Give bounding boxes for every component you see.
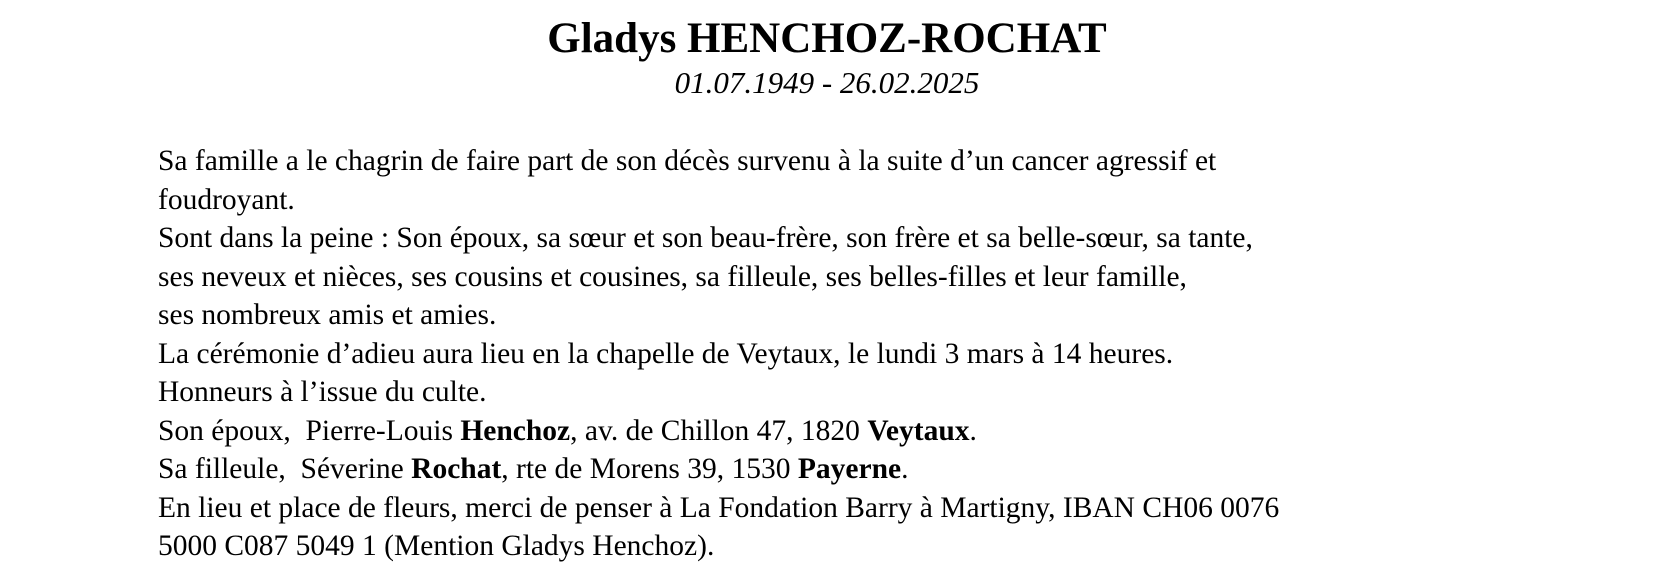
spouse-city: Veytaux bbox=[867, 414, 970, 447]
mourners-line: ses neveux et nièces, ses cousins et cousines, sa filleule, ses belles-filles et leur famille, bbox=[158, 260, 1187, 293]
life-dates: 01.07.1949 - 26.02.2025 bbox=[674, 65, 980, 100]
ceremony-line: La cérémonie d’adieu aura lieu en la chapelle de Veytaux, le lundi 3 mars à 14 heures. bbox=[158, 337, 1174, 370]
announcement-line: Sa famille a le chagrin de faire part de son décès survenu à la suite d’un cancer agressif et bbox=[158, 145, 1217, 177]
spouse-prefix: Son époux, Pierre-Louis bbox=[158, 414, 461, 447]
spouse-address: , av. de Chillon 47, 1820 bbox=[570, 414, 868, 447]
deceased-name: Gladys HENCHOZ-ROCHAT bbox=[547, 15, 1107, 62]
donation-line: En lieu et place de fleurs, merci de penser à La Fondation Barry à Martigny, IBAN CH06 0076 bbox=[158, 491, 1280, 524]
goddaughter-contact bbox=[158, 450, 1618, 489]
goddaughter-prefix: Sa filleule, Séverine bbox=[158, 453, 412, 485]
honours-line: Honneurs à l’issue du culte. bbox=[158, 376, 487, 408]
notice-body bbox=[158, 142, 1618, 566]
donation-line: 5000 C087 5049 1 (Mention Gladys Henchoz). bbox=[158, 530, 715, 562]
spouse-contact bbox=[158, 412, 1618, 451]
spouse-end: . bbox=[969, 414, 977, 447]
announcement-line: foudroyant. bbox=[158, 183, 295, 216]
spouse-surname: Henchoz bbox=[460, 414, 571, 447]
goddaughter-address: , rte de Morens 39, 1530 bbox=[501, 453, 798, 485]
goddaughter-surname: Rochat bbox=[411, 453, 502, 485]
mourners-line: ses nombreux amis et amies. bbox=[158, 299, 497, 331]
goddaughter-city: Payerne bbox=[797, 453, 902, 485]
mourners-line: Sont dans la peine : Son époux, sa sœur et son beau-frère, son frère et sa belle-sœur, sa tante, bbox=[158, 222, 1253, 254]
goddaughter-end: . bbox=[901, 453, 909, 485]
